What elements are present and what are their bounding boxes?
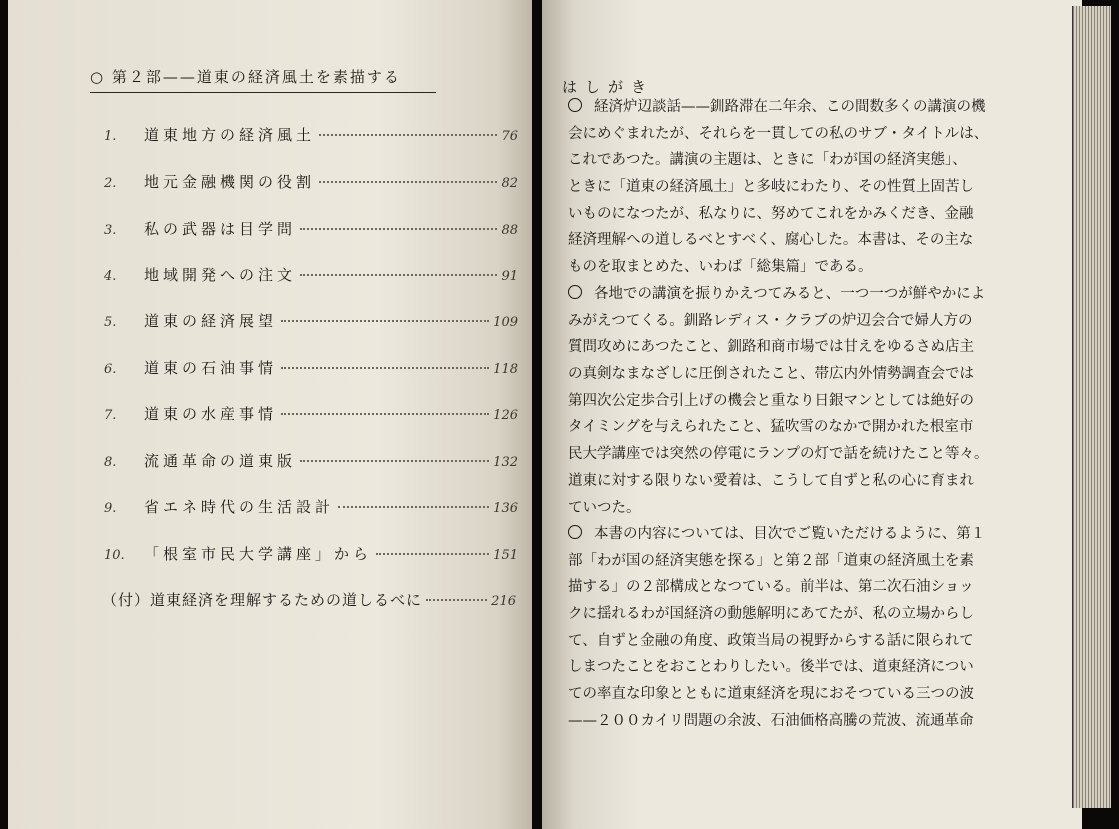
toc-leader-dots (300, 274, 497, 276)
toc-leader-dots (338, 506, 489, 508)
text-line: 第四次公定歩合引上げの機会と重なり日銀マンとしては絶好の (568, 392, 974, 409)
toc-entry-appendix (102, 589, 516, 613)
toc-page-number: 109 (493, 315, 518, 330)
toc-title: 道東地方の経済風土 (144, 126, 316, 144)
toc-title: 地元金融機関の役割 (144, 173, 316, 191)
circle-bullet-icon (568, 525, 582, 539)
text-line: みがえつてくる。釧路レディス・クラブの炉辺会合で婦人方の (568, 312, 973, 329)
preface-paragraph (568, 521, 1028, 735)
toc-page-number: 216 (491, 594, 516, 609)
toc-leader-dots (426, 599, 487, 601)
toc-page-number: 82 (501, 176, 518, 191)
toc-entry (104, 496, 518, 520)
toc-title: 省エネ時代の生活設計 (144, 498, 335, 516)
toc-leader-dots (281, 320, 489, 322)
circle-bullet-icon (568, 98, 582, 112)
line-text: 経済炉辺談話——釧路滞在二年余、この間数多くの講演の機 (594, 99, 986, 115)
toc-number: 4. (104, 269, 117, 284)
toc-entry (104, 403, 518, 427)
text-line: 道東に対する限りない愛着は、こうして自ずと私の心に育まれ (568, 472, 974, 489)
text-line: 描する」の２部構成となつている。前半は、第二次石油ショッ (568, 579, 974, 596)
text-line: ときに「道東の経済風土」と多岐にわたり、その性質上固苦し (568, 179, 974, 196)
toc-number: 8. (104, 455, 117, 470)
toc-entry (104, 171, 518, 195)
page-edges (1072, 6, 1111, 808)
text-line: これであつた。講演の主題は、ときに「わが国の経済実態」、 (568, 152, 967, 169)
toc-page-number: 118 (493, 362, 518, 377)
text-line (568, 521, 1028, 548)
toc-title: 道東の経済展望 (144, 312, 278, 330)
line-text: 各地での講演を振りかえつてみると、一つ一つが鮮やかによ (594, 286, 986, 302)
text-line: 会にめぐまれたが、それらを一貫しての私のサブ・タイトルは、 (568, 125, 989, 142)
toc-leader-dots (300, 228, 497, 230)
toc-page-number: 132 (493, 455, 518, 470)
toc-leader-dots (319, 181, 497, 183)
toc-entry (104, 124, 518, 148)
toc-leader-dots (281, 413, 489, 415)
toc-leader-dots (300, 460, 489, 462)
text-line (568, 94, 1028, 121)
text-line: の真剣なまなざしに圧倒されたこと、帯広内外情勢調査会では (568, 366, 974, 383)
toc-number: 7. (104, 408, 117, 423)
text-line: 民大学講座では突然の停電にランプの灯で話を続けたこと等々。 (568, 446, 989, 463)
toc-page-number: 88 (501, 223, 518, 238)
toc-title: （付）道東経済を理解するための道しるべに (102, 591, 423, 609)
text-line: 経済理解への道しるべとすべく、腐心した。本書は、その主な (568, 232, 974, 249)
toc-title: 流通革命の道東版 (144, 452, 297, 470)
toc-number: 1. (104, 129, 117, 144)
preface-paragraph (568, 281, 1028, 521)
text-line: ていつた。 (568, 499, 641, 516)
toc-number: 3. (104, 223, 117, 238)
toc-entry (104, 450, 518, 474)
text-line: クに揺れるわが国経済の動態解明にあてたが、私の立場からし (568, 606, 974, 623)
toc-title: 道東の水産事情 (144, 405, 278, 423)
circle-bullet-icon (568, 285, 582, 299)
text-line (568, 281, 1028, 308)
toc-entry (104, 218, 518, 242)
toc-number: 5. (104, 315, 117, 330)
toc-number: 10. (104, 548, 125, 563)
toc-entry (104, 310, 518, 334)
toc-title: 「根室市民大学講座」から (144, 545, 373, 563)
text-line: ての率直な印象とともに道東経済を現におそつている三つの波 (568, 686, 974, 703)
toc-number: 6. (104, 362, 117, 377)
toc-page-number: 91 (501, 269, 518, 284)
toc-entry (104, 264, 518, 288)
part-heading: ○ 第２部——道東の経済風土を素描する (90, 66, 436, 93)
toc-leader-dots (281, 367, 489, 369)
toc-title: 私の武器は目学問 (144, 220, 297, 238)
preface-paragraph (568, 94, 1028, 281)
toc-page-number: 126 (493, 408, 518, 423)
text-line: しまつたことをおことわりしたい。後半では、道東経済につい (568, 659, 974, 676)
toc-leader-dots (319, 134, 497, 136)
toc-page-number: 151 (493, 548, 518, 563)
toc-title: 道東の石油事情 (144, 359, 278, 377)
toc-number: 2. (104, 176, 117, 191)
toc-page-number: 76 (501, 129, 518, 144)
preface-heading: はしがき (562, 78, 655, 96)
toc-number: 9. (104, 501, 117, 516)
text-line: ものを取まとめた、いわば「総集篇」である。 (568, 259, 873, 276)
toc-title: 地域開発への注文 (144, 266, 297, 284)
text-line: いものになつたが、私なりに、努めてこれをかみくだき、金融 (568, 205, 974, 222)
toc-page-number: 136 (493, 501, 518, 516)
toc-entry (104, 357, 518, 381)
text-line: 質問攻めにあつたこと、釧路和商市場では甘えをゆるさぬ店主 (568, 339, 974, 356)
toc-entry (104, 543, 518, 567)
toc-leader-dots (376, 553, 489, 555)
text-line: 部「わが国の経済実態を探る」と第２部「道東の経済風土を素 (568, 552, 974, 569)
text-line: ——２００カイリ問題の余波、石油価格高騰の荒波、流通革命 (568, 712, 974, 729)
line-text: 本書の内容については、目次でご覧いただけるように、第１ (594, 526, 986, 542)
text-line: て、自ずと金融の角度、政策当局の視野からする話に限られて (568, 632, 974, 649)
text-line: タイミングを与えられたこと、猛吹雪のなかで開かれた根室市 (568, 419, 974, 436)
